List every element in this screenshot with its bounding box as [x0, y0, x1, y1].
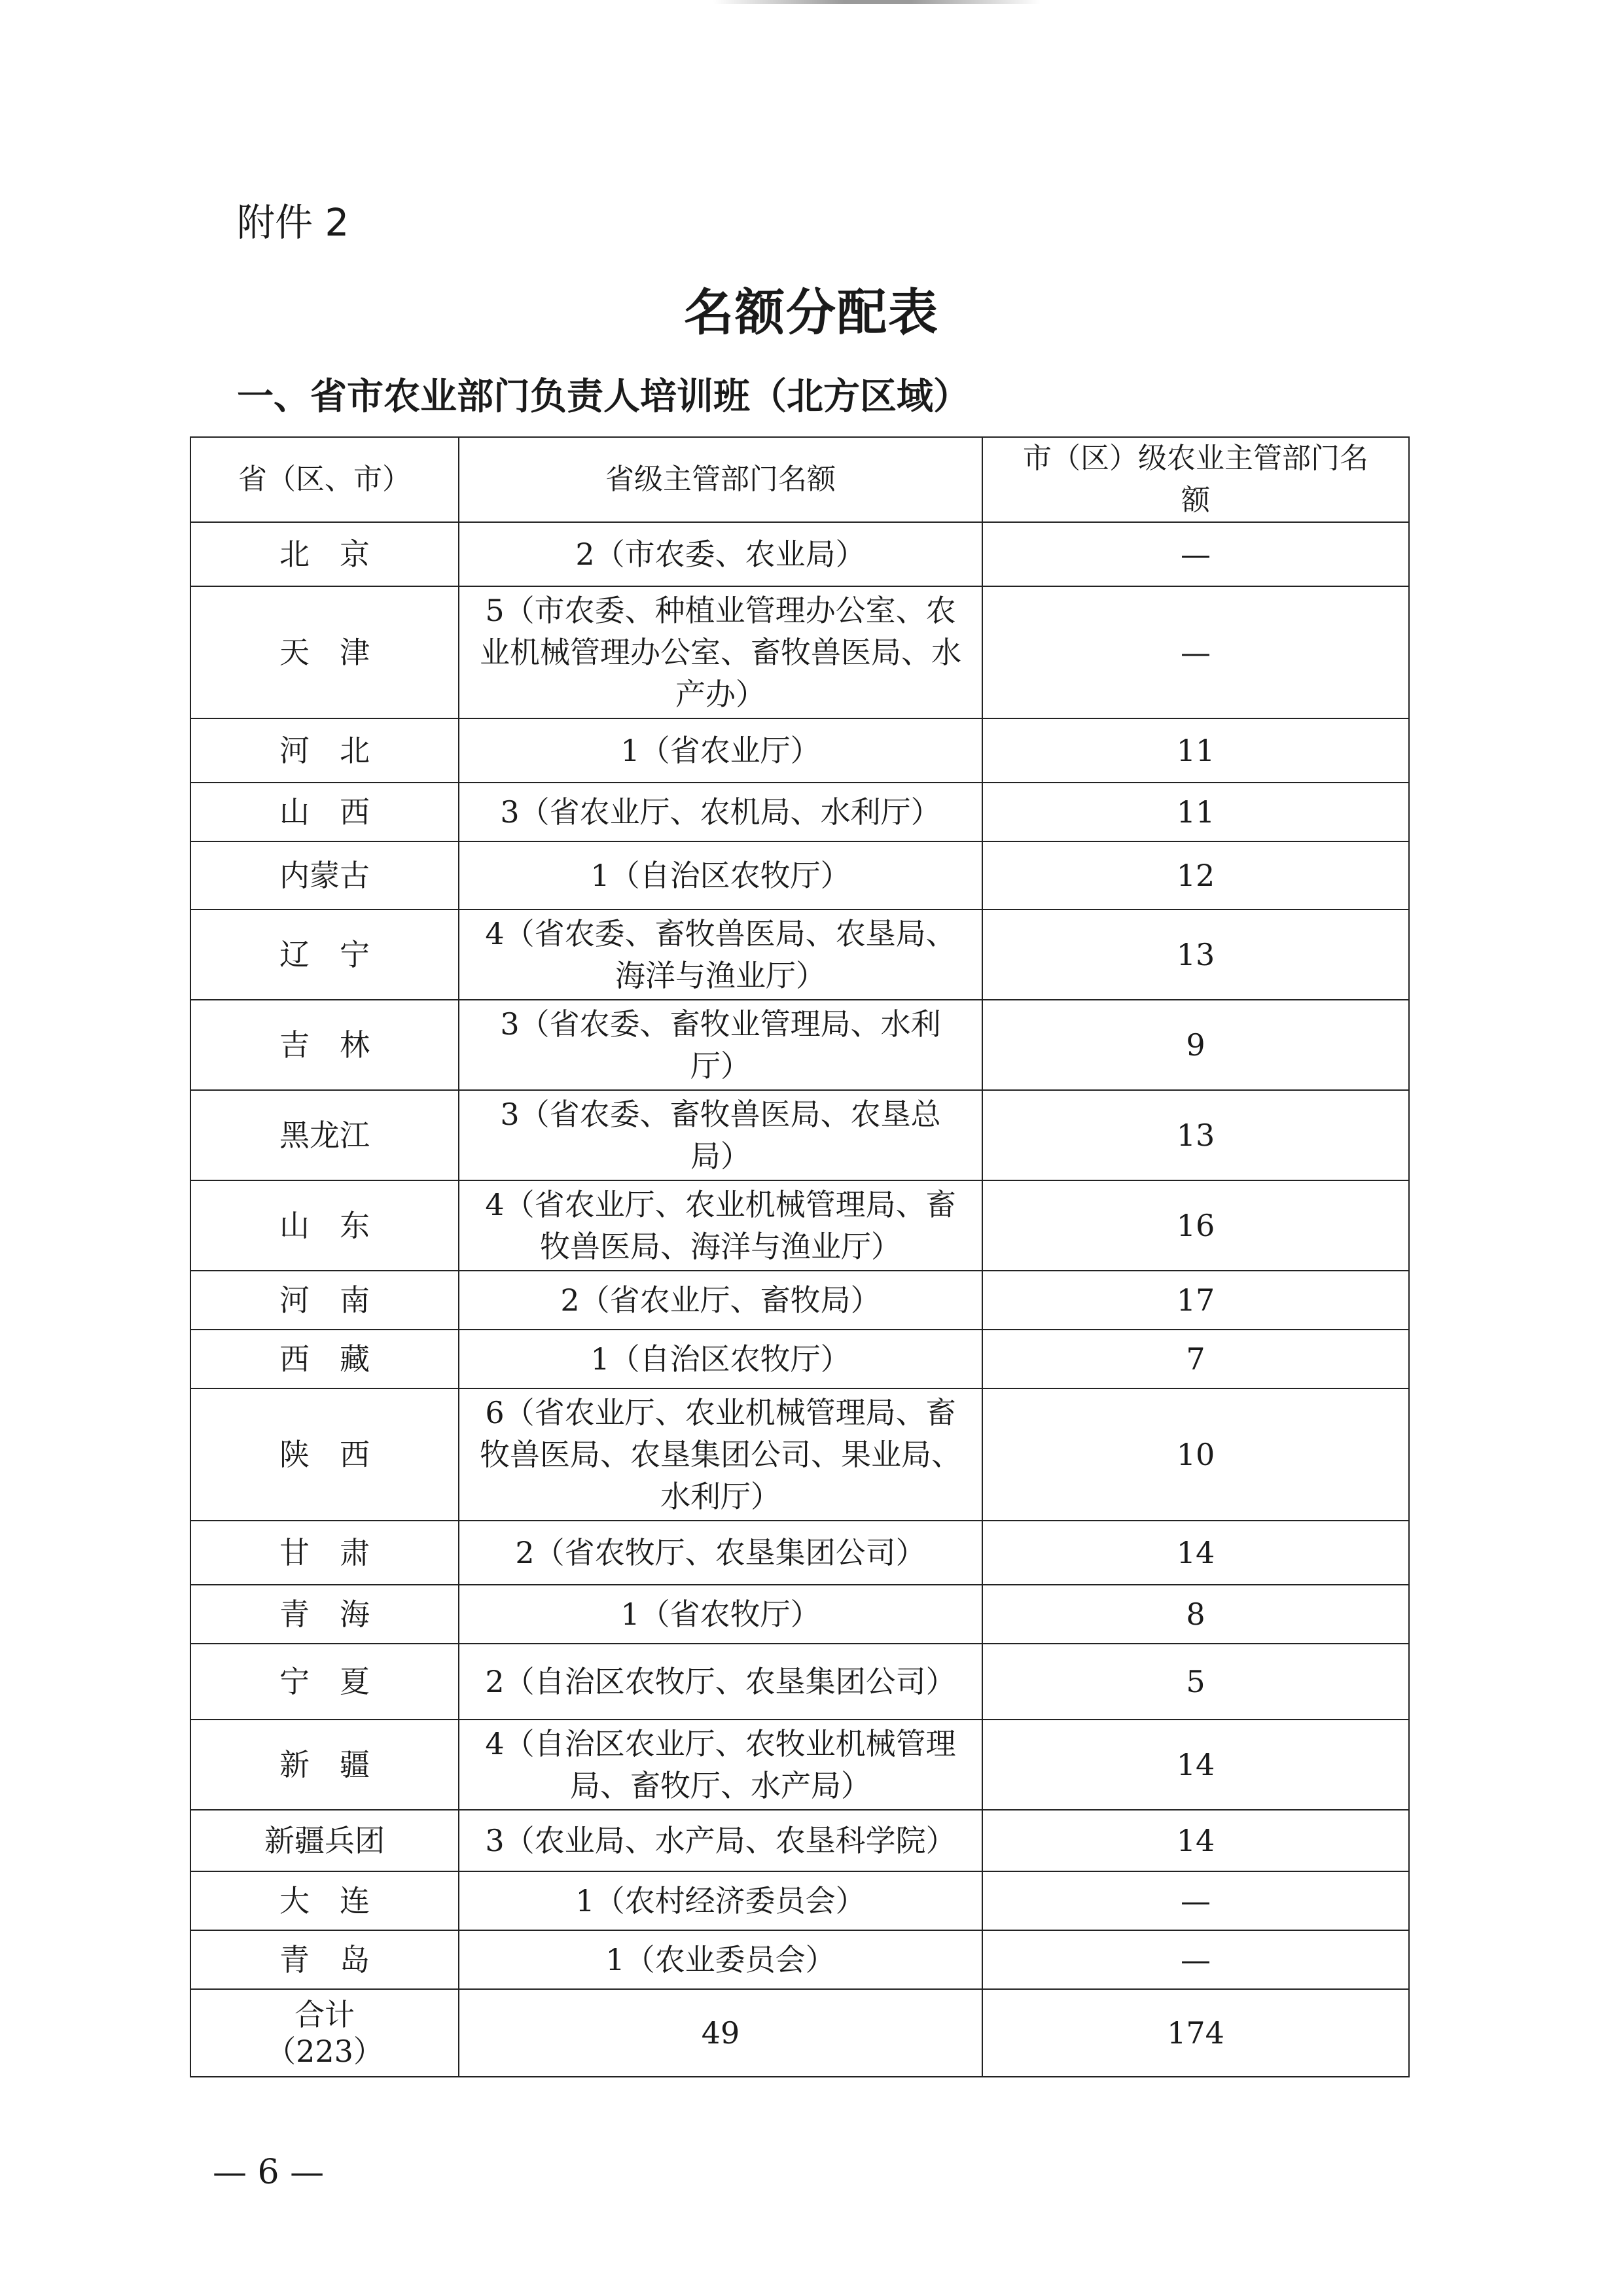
cell-provincial: 2（省农业厅、畜牧局） — [459, 1271, 982, 1330]
attachment-label: 附件 2 — [237, 200, 349, 245]
cell-municipal: 11 — [982, 718, 1409, 783]
cell-municipal: 10 — [982, 1388, 1409, 1521]
cell-provincial: 3（省农业厅、农机局、水利厅） — [459, 783, 982, 841]
cell-municipal: — — [982, 1930, 1409, 1989]
table-row — [190, 783, 1409, 841]
table-row — [190, 1585, 1409, 1644]
table-row — [190, 910, 1409, 1000]
total-municipal: 174 — [982, 1989, 1409, 2077]
table-row — [190, 1644, 1409, 1720]
table-row — [190, 1810, 1409, 1871]
table-row — [190, 1271, 1409, 1330]
cell-provincial: 2（省农牧厅、农垦集团公司） — [459, 1521, 982, 1585]
cell-provincial: 4（自治区农业厅、农牧业机械管理局、畜牧厅、水产局） — [459, 1720, 982, 1810]
table-row — [190, 1000, 1409, 1090]
cell-region: 陕 西 — [190, 1388, 459, 1521]
cell-region: 甘 肃 — [190, 1521, 459, 1585]
table-row — [190, 586, 1409, 718]
table-row — [190, 1871, 1409, 1930]
cell-provincial: 1（自治区农牧厅） — [459, 841, 982, 910]
cell-provincial: 3（农业局、水产局、农垦科学院） — [459, 1810, 982, 1871]
table-row — [190, 1930, 1409, 1989]
cell-municipal: 9 — [982, 1000, 1409, 1090]
cell-region: 西 藏 — [190, 1330, 459, 1388]
cell-region: 北 京 — [190, 522, 459, 586]
cell-provincial: 6（省农业厅、农业机械管理局、畜牧兽医局、农垦集团公司、果业局、水利厅） — [459, 1388, 982, 1521]
cell-municipal: 12 — [982, 841, 1409, 910]
cell-provincial: 1（省农牧厅） — [459, 1585, 982, 1644]
cell-municipal: 7 — [982, 1330, 1409, 1388]
cell-municipal: 14 — [982, 1521, 1409, 1585]
table-row — [190, 841, 1409, 910]
table-row — [190, 1388, 1409, 1521]
cell-region: 河 北 — [190, 718, 459, 783]
cell-provincial: 1（农业委员会） — [459, 1930, 982, 1989]
cell-provincial: 3（省农委、畜牧业管理局、水利厅） — [459, 1000, 982, 1090]
table-row — [190, 522, 1409, 586]
total-provincial: 49 — [459, 1989, 982, 2077]
table-row — [190, 1090, 1409, 1180]
cell-region: 辽 宁 — [190, 910, 459, 1000]
section-title: 一、省市农业部门负责人培训班（北方区域） — [237, 376, 970, 418]
header-region: 省（区、市） — [190, 437, 459, 522]
cell-provincial: 2（市农委、农业局） — [459, 522, 982, 586]
header-municipal: 市（区）级农业主管部门名额 — [982, 437, 1409, 522]
cell-region: 新疆兵团 — [190, 1810, 459, 1871]
cell-provincial: 1（省农业厅） — [459, 718, 982, 783]
cell-municipal: 8 — [982, 1585, 1409, 1644]
cell-region: 山 西 — [190, 783, 459, 841]
cell-municipal: 17 — [982, 1271, 1409, 1330]
cell-municipal: — — [982, 586, 1409, 718]
cell-region: 青 海 — [190, 1585, 459, 1644]
page-title: 名额分配表 — [684, 283, 939, 342]
cell-region: 河 南 — [190, 1271, 459, 1330]
total-row — [190, 1989, 1409, 2077]
cell-municipal: 14 — [982, 1720, 1409, 1810]
cell-region: 黑龙江 — [190, 1090, 459, 1180]
table-row — [190, 1521, 1409, 1585]
cell-region: 天 津 — [190, 586, 459, 718]
cell-provincial: 5（市农委、种植业管理办公室、农业机械管理办公室、畜牧兽医局、水产办） — [459, 586, 982, 718]
cell-provincial: 1（自治区农牧厅） — [459, 1330, 982, 1388]
cell-provincial: 3（省农委、畜牧兽医局、农垦总局） — [459, 1090, 982, 1180]
header-provincial: 省级主管部门名额 — [459, 437, 982, 522]
cell-municipal: — — [982, 1871, 1409, 1930]
table-body — [190, 522, 1409, 2077]
cell-municipal: 14 — [982, 1810, 1409, 1871]
scan-edge-mark — [713, 0, 1041, 4]
cell-region: 山 东 — [190, 1180, 459, 1271]
cell-municipal: 13 — [982, 1090, 1409, 1180]
cell-municipal: — — [982, 522, 1409, 586]
cell-region: 吉 林 — [190, 1000, 459, 1090]
cell-region: 宁 夏 — [190, 1644, 459, 1720]
cell-provincial: 1（农村经济委员会） — [459, 1871, 982, 1930]
table-row — [190, 1330, 1409, 1388]
cell-provincial: 4（省农委、畜牧兽医局、农垦局、海洋与渔业厅） — [459, 910, 982, 1000]
cell-municipal: 16 — [982, 1180, 1409, 1271]
cell-provincial: 4（省农业厅、农业机械管理局、畜牧兽医局、海洋与渔业厅） — [459, 1180, 982, 1271]
cell-municipal: 13 — [982, 910, 1409, 1000]
cell-municipal: 5 — [982, 1644, 1409, 1720]
table-row — [190, 1180, 1409, 1271]
total-label: 合计 — [294, 1997, 355, 2032]
cell-region: 内蒙古 — [190, 841, 459, 910]
page-number: — 6 — — [213, 2153, 325, 2192]
quota-table — [190, 436, 1410, 2077]
table-row — [190, 1720, 1409, 1810]
total-label-cell — [190, 1989, 459, 2077]
cell-region: 青 岛 — [190, 1930, 459, 1989]
total-sum: （223） — [266, 2034, 383, 2069]
table-header-row — [190, 437, 1409, 522]
cell-region: 新 疆 — [190, 1720, 459, 1810]
table-row — [190, 718, 1409, 783]
cell-municipal: 11 — [982, 783, 1409, 841]
cell-region: 大 连 — [190, 1871, 459, 1930]
cell-provincial: 2（自治区农牧厅、农垦集团公司） — [459, 1644, 982, 1720]
